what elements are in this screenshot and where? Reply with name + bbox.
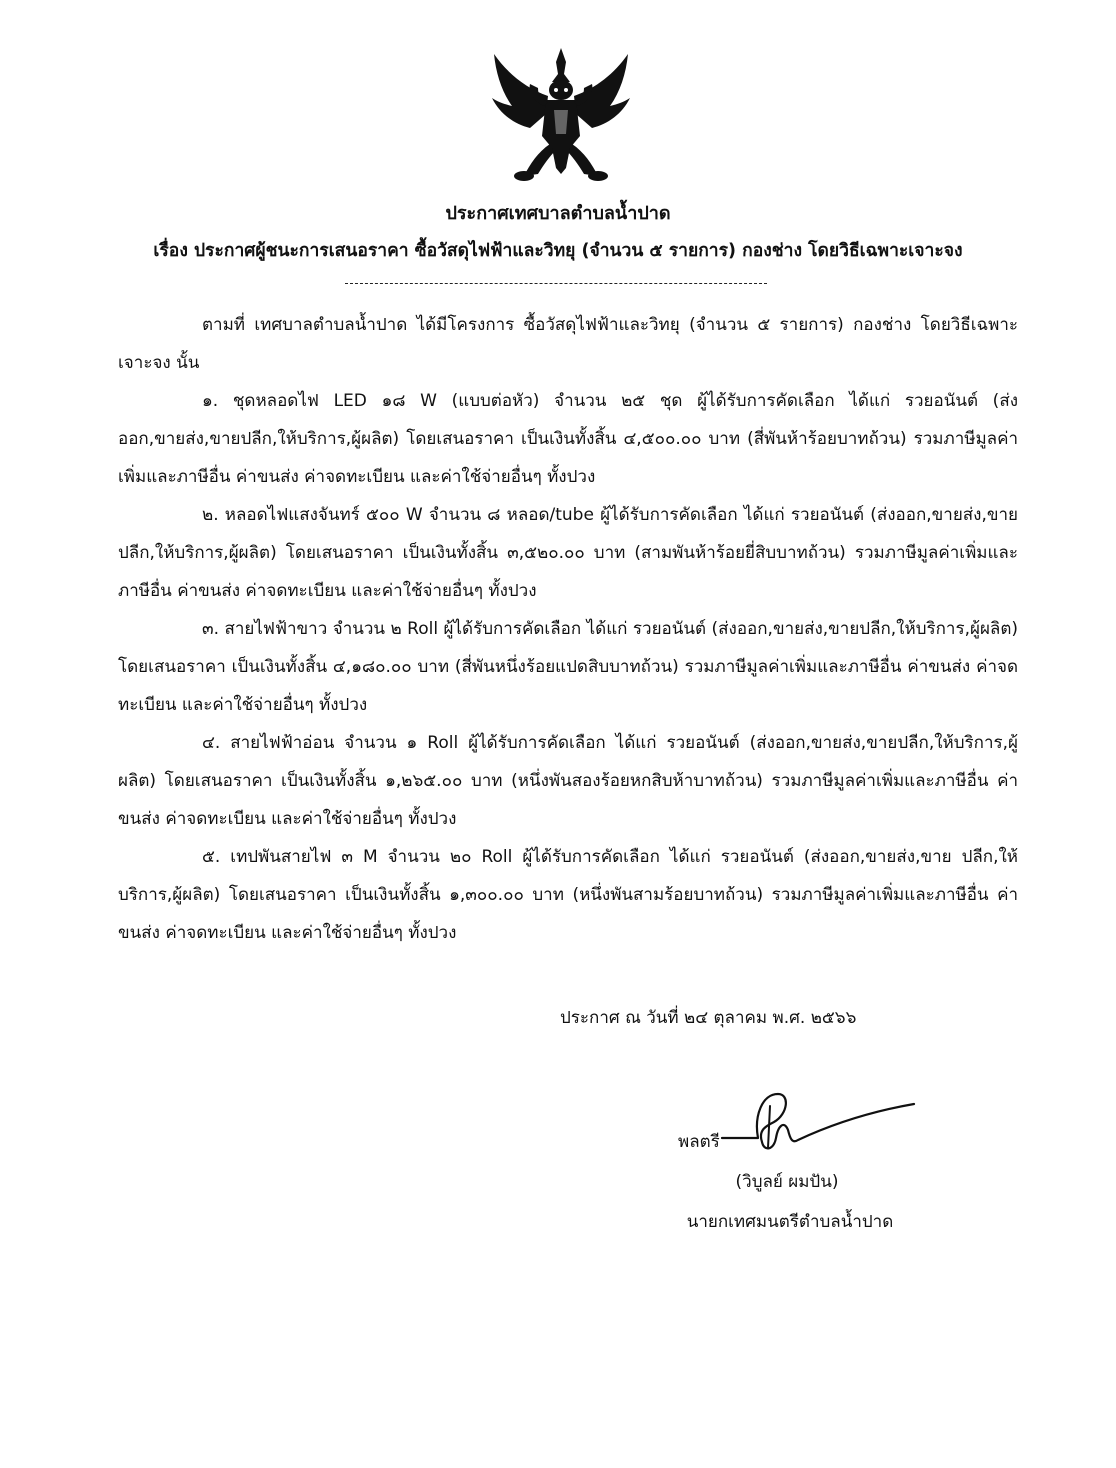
announcement-title: ประกาศเทศบาลตำบลน้ำปาด (445, 203, 671, 224)
intro-paragraph: ตามที่ เทศบาลตำบลน้ำปาด ได้มีโครงการ ซื้อวัสดุไฟฟ้าและวิทยุ (จำนวน ๕ รายการ) กองช่าง โดยวิธีเฉพาะเจาะจง นั้น (118, 315, 1018, 373)
item-paragraph: ๑. ชุดหลอดไฟ LED ๑๘ W (แบบต่อหัว) จำนวน ๒๕ ชุด ผู้ได้รับการคัดเลือก ได้แก่ รวยอนันต์ (ส่งออก,ขายส่ง,ขายปลีก,ให้บริการ,ผู้ผลิต) โดยเสนอราคา เป็นเงินทั้งสิ้น ๔,๕๐๐.๐๐ บาท (สี่พันห้าร้อยบาทถ้วน) รวมภาษีมูลค่าเพิ่มและภาษีอื่น ค่าขนส่ง ค่าจดทะเบียน และค่าใช้จ่ายอื่นๆ ทั้งปวง (118, 391, 1018, 487)
handwritten-signature (718, 1086, 918, 1166)
signer-name: (วิบูลย์ ผมปัน) (735, 1172, 839, 1192)
item-paragraph: ๔. สายไฟฟ้าอ่อน จำนวน ๑ Roll ผู้ได้รับการคัดเลือก ได้แก่ รวยอนันต์ (ส่งออก,ขายส่ง,ขายปลีก,ให้บริการ,ผู้ผลิต) โดยเสนอราคา เป็นเงินทั้งสิ้น ๑,๒๖๕.๐๐ บาท (หนึ่งพันสองร้อยหกสิบห้าบาทถ้วน) รวมภาษีมูลค่าเพิ่มและภาษีอื่น ค่าขนส่ง ค่าจดทะเบียน และค่าใช้จ่ายอื่นๆ ทั้งปวง (118, 733, 1018, 829)
signer-position: นายกเทศมนตรีตำบลน้ำปาด (686, 1212, 894, 1232)
announcement-date: ประกาศ ณ วันที่ ๒๔ ตุลาคม พ.ศ. ๒๕๖๖ (560, 1008, 857, 1028)
item-paragraph: ๓. สายไฟฟ้าขาว จำนวน ๒ Roll ผู้ได้รับการคัดเลือก ได้แก่ รวยอนันต์ (ส่งออก,ขายส่ง,ขายปลีก,ให้บริการ,ผู้ผลิต) โดยเสนอราคา เป็นเงินทั้งสิ้น ๔,๑๘๐.๐๐ บาท (สี่พันหนึ่งร้อยแปดสิบบาทถ้วน) รวมภาษีมูลค่าเพิ่มและภาษีอื่น ค่าขนส่ง ค่าจดทะเบียน และค่าใช้จ่ายอื่นๆ ทั้งปวง (118, 619, 1018, 715)
garuda-emblem-icon (486, 44, 636, 184)
item-paragraph: ๒. หลอดไฟแสงจันทร์ ๕๐๐ W จำนวน ๘ หลอด/tube ผู้ได้รับการคัดเลือก ได้แก่ รวยอนันต์ (ส่งออก,ขายส่ง,ขายปลีก,ให้บริการ,ผู้ผลิต) โดยเสนอราคา เป็นเงินทั้งสิ้น ๓,๕๒๐.๐๐ บาท (สามพันห้าร้อยยี่สิบบาทถ้วน) รวมภาษีมูลค่าเพิ่มและภาษีอื่น ค่าขนส่ง ค่าจดทะเบียน และค่าใช้จ่ายอื่นๆ ทั้งปวง (118, 505, 1018, 601)
signer-rank: พลตรี (678, 1132, 720, 1152)
announcement-subject: เรื่อง ประกาศผู้ชนะการเสนอราคา ซื้อวัสดุไฟฟ้าและวิทยุ (จำนวน ๕ รายการ) กองช่าง โดยวิธีเฉพาะเจาะจง (153, 241, 963, 261)
item-paragraph: ๕. เทปพันสายไฟ ๓ M จำนวน ๒๐ Roll ผู้ได้รับการคัดเลือก ได้แก่ รวยอนันต์ (ส่งออก,ขายส่ง,ขาย ปลีก,ให้บริการ,ผู้ผลิต) โดยเสนอราคา เป็นเงินทั้งสิ้น ๑,๓๐๐.๐๐ บาท (หนึ่งพันสามร้อยบาทถ้วน) รวมภาษีมูลค่าเพิ่มและภาษีอื่น ค่าขนส่ง ค่าจดทะเบียน และค่าใช้จ่ายอื่นๆ ทั้งปวง (118, 847, 1018, 943)
divider (345, 283, 767, 284)
